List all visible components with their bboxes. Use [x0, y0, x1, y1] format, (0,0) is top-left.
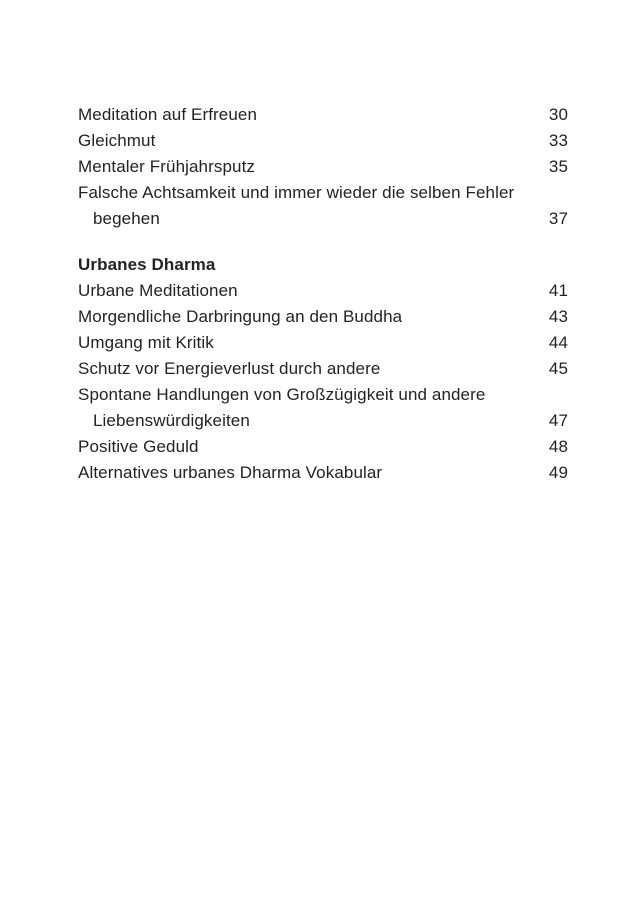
entry-page-number: 45	[548, 359, 568, 378]
entry-title: Spontane Handlungen von Großzügigkeit und andere	[78, 385, 486, 404]
entry-title: Urbane Meditationen	[78, 281, 238, 300]
entry-title: Meditation auf Erfreuen	[78, 105, 258, 124]
entry-page-number: 33	[548, 131, 568, 150]
toc-entry-line	[78, 434, 568, 460]
entry-title: begehen	[93, 209, 160, 228]
entry-page-number: 37	[548, 209, 568, 228]
toc-entry-line	[78, 460, 568, 486]
toc-entry-line	[78, 408, 568, 434]
section-heading: Urbanes Dharma	[78, 255, 216, 274]
entry-title: Umgang mit Kritik	[78, 333, 214, 352]
entry-page-number: 49	[548, 463, 568, 482]
entry-page-number: 47	[548, 411, 568, 430]
toc-entry-line	[78, 180, 568, 206]
entry-title: Liebenswürdigkeiten	[93, 411, 250, 430]
toc-entry-line	[78, 102, 568, 128]
toc-entry-line	[78, 154, 568, 180]
entry-page-number: 43	[548, 307, 568, 326]
toc-entry-line	[78, 304, 568, 330]
entry-page-number: 41	[548, 281, 568, 300]
entry-title: Morgendliche Darbringung an den Buddha	[78, 307, 403, 326]
entry-page-number: 30	[548, 105, 568, 124]
toc-entry-line	[78, 330, 568, 356]
entry-page-number: 35	[548, 157, 568, 176]
entry-page-number: 48	[548, 437, 568, 456]
entry-title: Falsche Achtsamkeit und immer wieder die selben Fehler	[78, 183, 515, 202]
entry-title: Positive Geduld	[78, 437, 199, 456]
toc-entry-line	[78, 206, 568, 232]
toc-entry-line	[78, 382, 568, 408]
toc-entry-line	[78, 278, 568, 304]
toc-list	[78, 102, 568, 486]
entry-title: Gleichmut	[78, 131, 156, 150]
entry-page-number: 44	[548, 333, 568, 352]
entry-title: Mentaler Frühjahrsputz	[78, 157, 255, 176]
toc-entry-line	[78, 356, 568, 382]
toc-entry-line	[78, 128, 568, 154]
entry-title: Alternatives urbanes Dharma Vokabular	[78, 463, 383, 482]
entry-title: Schutz vor Energieverlust durch andere	[78, 359, 381, 378]
